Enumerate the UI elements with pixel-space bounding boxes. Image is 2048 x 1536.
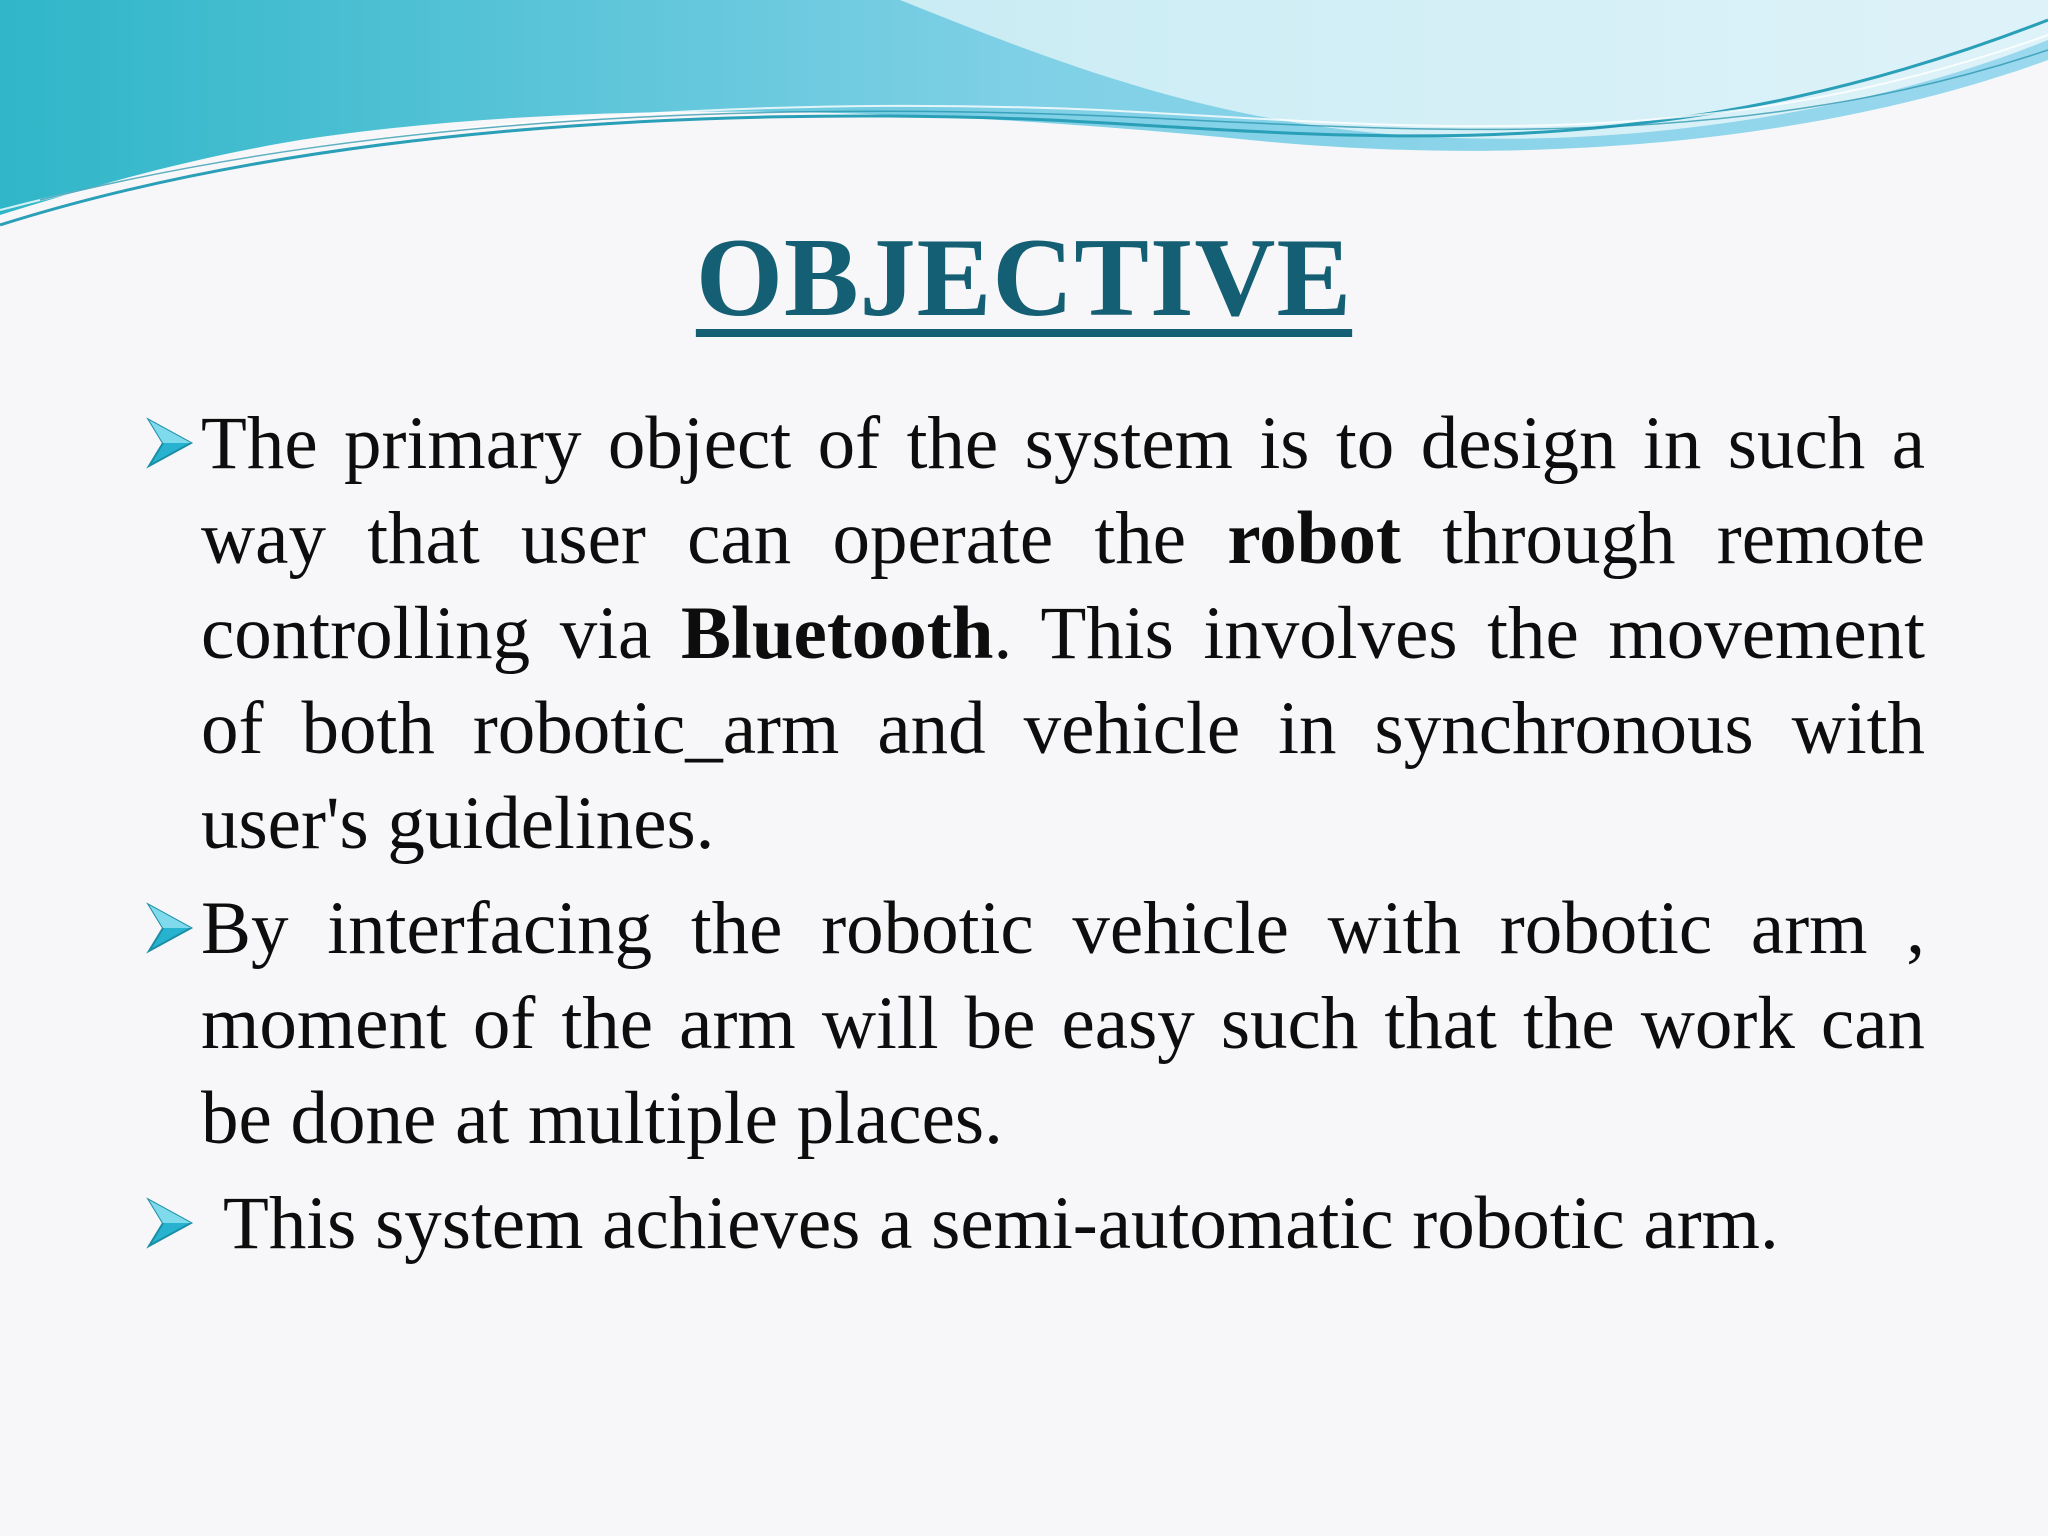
bullet-item <box>145 881 1925 1166</box>
bullet-text: . This involves the movement of both robotic_arm and vehicle in synchronous with user's guidelines. <box>201 592 1925 865</box>
arrow-bullet-icon <box>145 901 195 955</box>
bullet-list <box>145 396 1925 1281</box>
arrow-bullet-icon <box>145 416 195 470</box>
arrow-bullet-icon <box>145 1196 195 1250</box>
bullet-item <box>145 396 1925 871</box>
bullet-text: The primary object of the system is to design in such a way that user can operate the <box>201 402 1925 580</box>
bullet-bold-robot: robot <box>1227 497 1401 580</box>
header-wave-decoration <box>0 0 2048 240</box>
bullet-item <box>145 1176 1925 1271</box>
bullet-text: This system achieves a semi-automatic robotic arm. <box>223 1182 1779 1265</box>
bullet-text: By interfacing the robotic vehicle with robotic arm , moment of the arm will be easy such that the work can be done at multiple places. <box>201 887 1925 1160</box>
bullet-bold-bluetooth: Bluetooth <box>680 592 994 675</box>
slide-title: OBJECTIVE <box>695 216 1353 340</box>
bullet-text: through remote controlling via <box>201 497 1925 675</box>
